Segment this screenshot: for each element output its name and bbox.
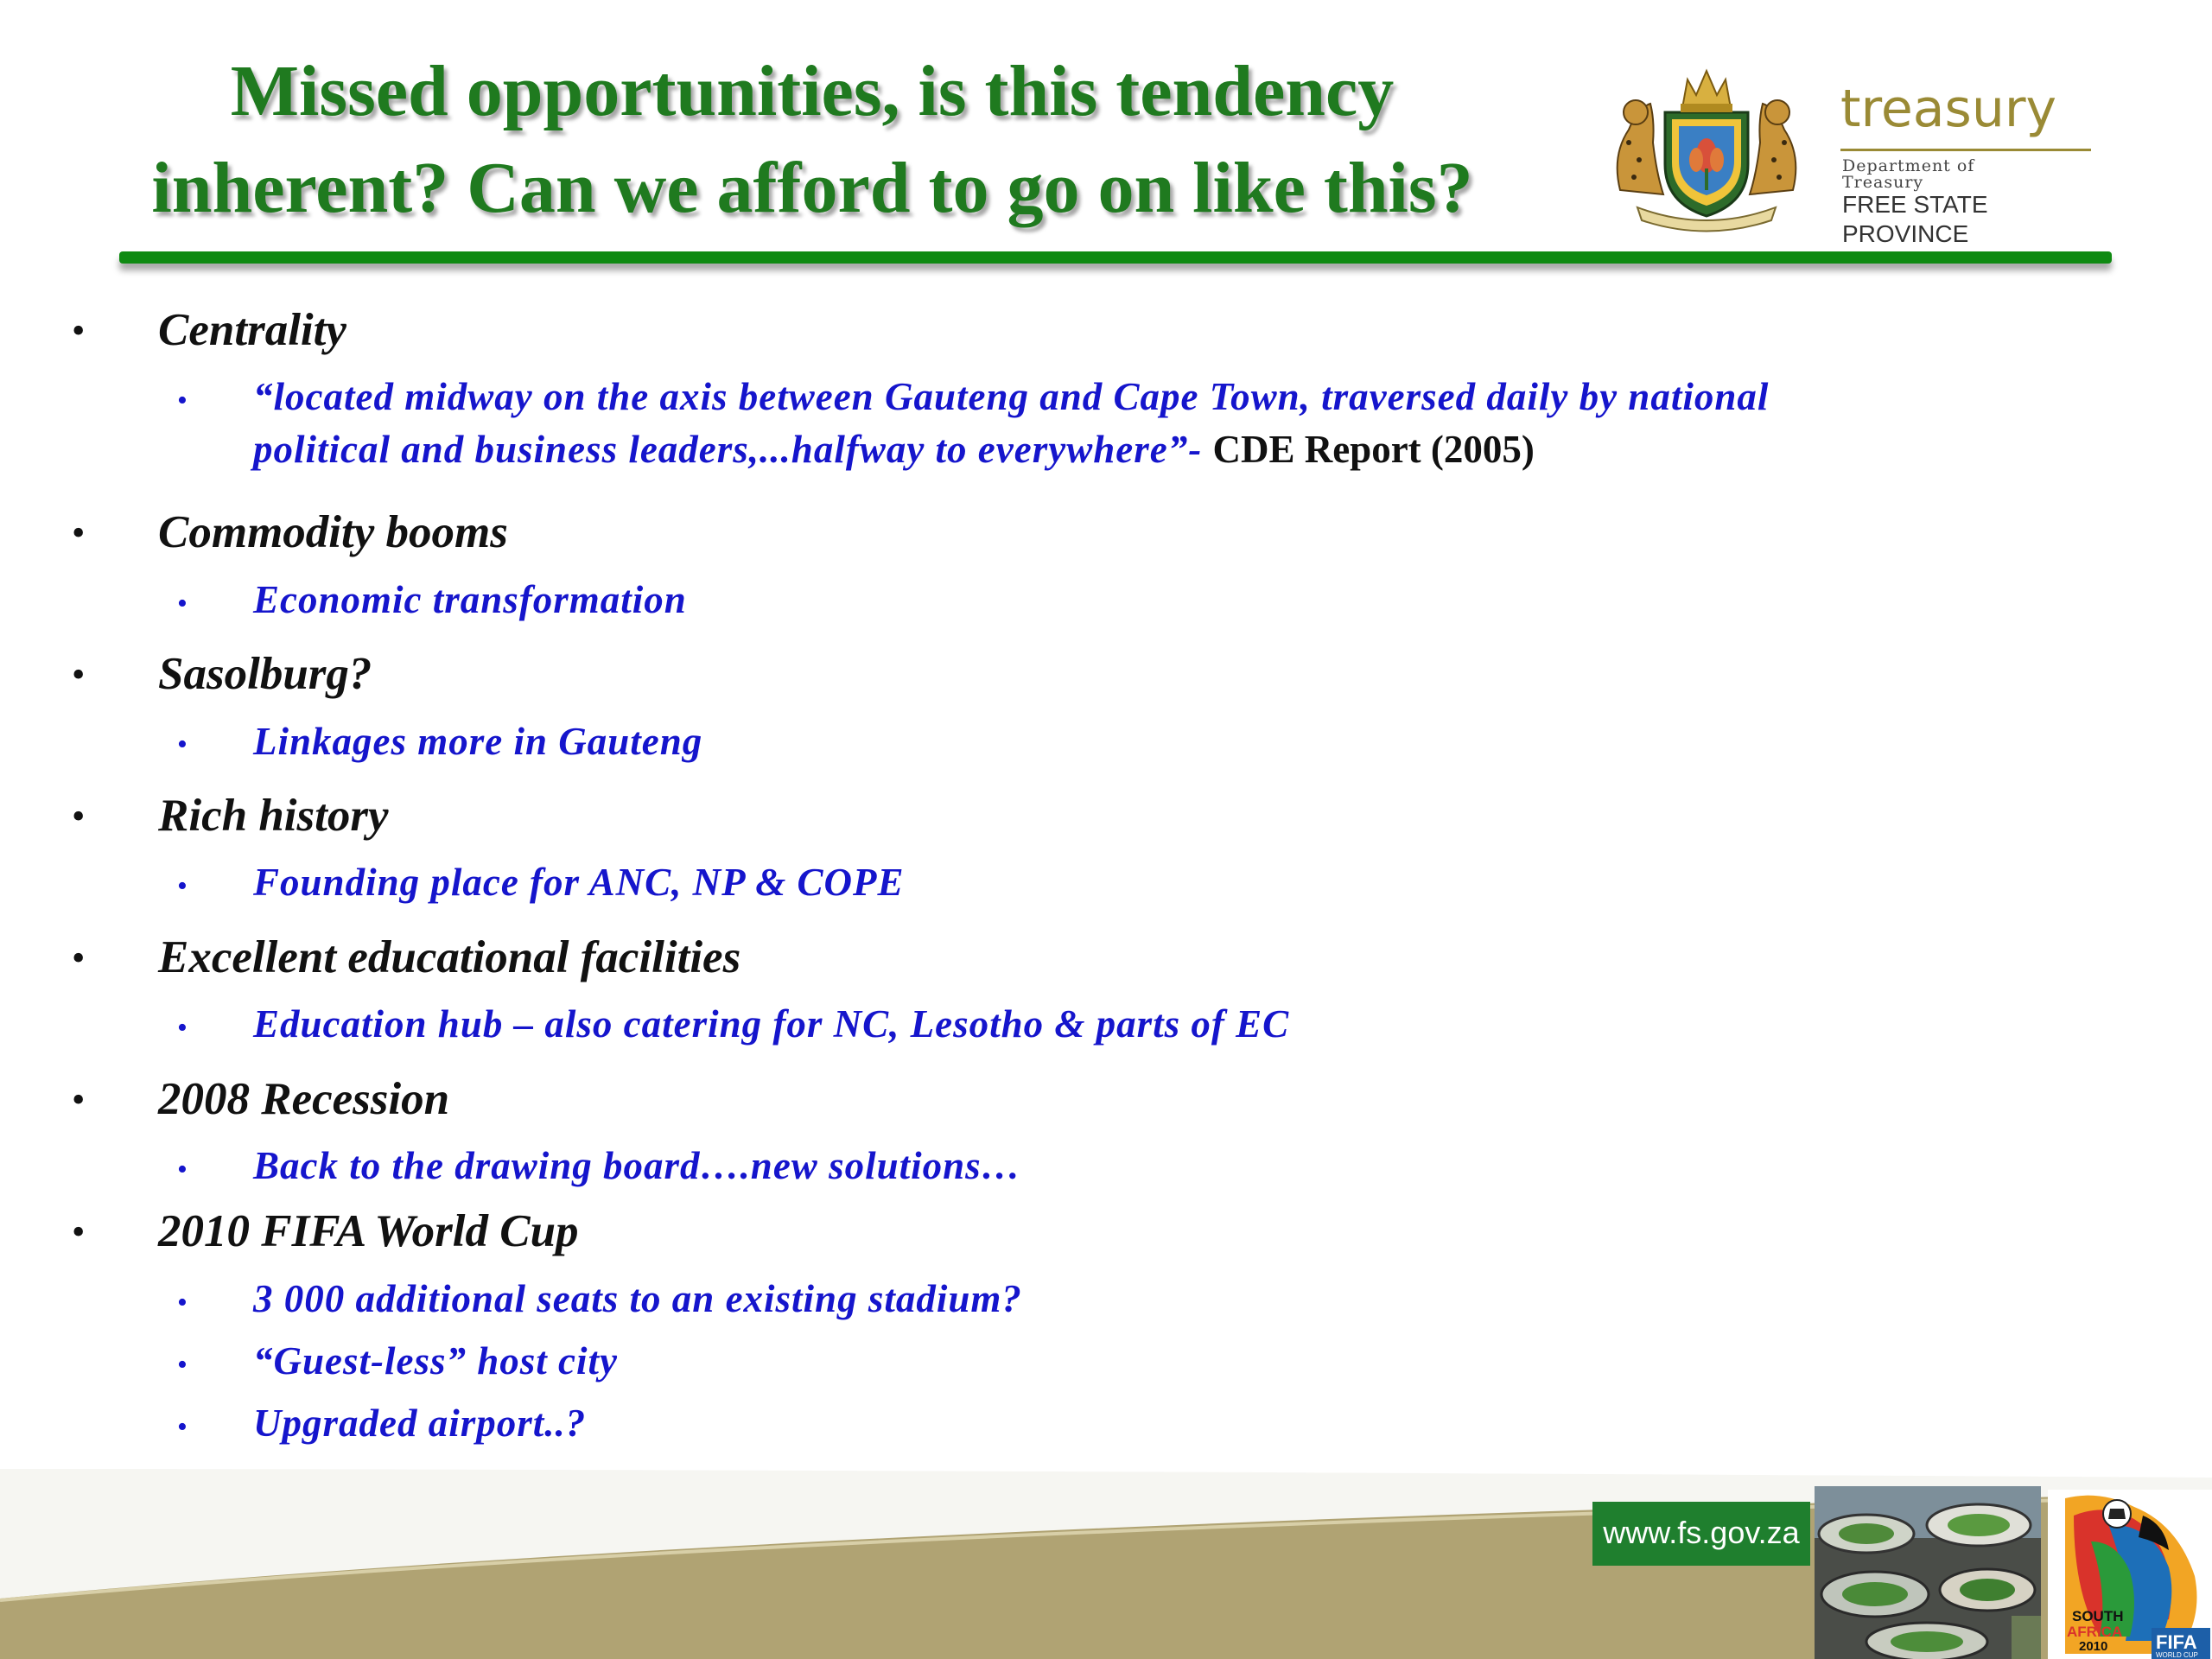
bullet-dot: • — [72, 795, 86, 837]
bullet-dot: • — [72, 309, 86, 352]
sub-bullet-linkages: Linkages more in Gauteng — [253, 720, 703, 763]
bullet-educational-facilities: Excellent educational facilities — [158, 932, 741, 982]
sub-bullet-dot: • — [177, 1411, 188, 1443]
bullet-dot: • — [72, 937, 86, 979]
sub-bullet-dot: • — [177, 1349, 188, 1381]
title-line-2: inherent? Can we afford to go on like this? — [151, 148, 1473, 228]
fifa-wordmark: FIFA — [2156, 1631, 2197, 1653]
bullet-commodity-booms: Commodity booms — [158, 507, 508, 557]
fifa-emblem-icon — [2048, 1490, 2212, 1659]
fifa-south: SOUTH — [2072, 1608, 2124, 1624]
bullet-dot: • — [72, 1078, 86, 1121]
fifa-world-cup-text: WORLD CUP — [2156, 1651, 2198, 1659]
bullet-centrality: Centrality — [158, 305, 346, 355]
fifa-year: 2010 — [2079, 1639, 2108, 1654]
province-name: FREE STATE PROVINCE — [1842, 191, 1988, 247]
stadium-collage-image — [1815, 1486, 2041, 1659]
sub-bullet-dot: • — [177, 1012, 188, 1044]
department-line-2: Treasury — [1842, 173, 1924, 192]
bullet-2010-fifa-world-cup: 2010 FIFA World Cup — [158, 1206, 579, 1256]
sub-bullet-founding-place: Founding place for ANC, NP & COPE — [253, 861, 905, 904]
sub-bullet-dot: • — [177, 385, 188, 416]
sub-bullet-centrality-line-1: “located midway on the axis between Gauteng and Cape Town, traversed daily by national — [253, 375, 1770, 418]
sub-bullet-guest-less: “Guest-less” host city — [253, 1339, 618, 1382]
sub-bullet-dot: • — [177, 588, 188, 620]
treasury-wordmark: treasury — [1840, 79, 2057, 139]
sub-bullet-drawing-board: Back to the drawing board….new solutions… — [253, 1144, 1021, 1187]
sub-bullet-dot: • — [177, 728, 188, 760]
bullet-dot: • — [72, 653, 86, 696]
title-line-1: Missed opportunities, is this tendency — [230, 51, 1395, 131]
department-line-1: Department of — [1842, 156, 1975, 175]
fifa-world-cup-logo — [2048, 1490, 2212, 1659]
bullet-rich-history: Rich history — [158, 791, 389, 841]
sub-bullet-dot: • — [177, 870, 188, 902]
bullet-dot: • — [72, 512, 86, 554]
quote-tail: political and business leaders,...halfway to everywhere”- — [253, 428, 1213, 471]
sub-bullet-centrality-line-2 — [253, 427, 1535, 472]
cde-report-citation: CDE Report (2005) — [1212, 428, 1535, 471]
bullet-dot: • — [72, 1211, 86, 1253]
sub-bullet-additional-seats: 3 000 additional seats to an existing stadium? — [253, 1277, 1022, 1320]
website-url: www.fs.gov.za — [1603, 1515, 1800, 1550]
sub-bullet-upgraded-airport: Upgraded airport..? — [253, 1402, 587, 1445]
bullet-sasolburg: Sasolburg? — [158, 649, 372, 699]
sub-bullet-dot: • — [177, 1154, 188, 1185]
sub-bullet-economic-transformation: Economic transformation — [253, 578, 687, 621]
fifa-africa: AFRICA — [2067, 1624, 2123, 1640]
bullet-2008-recession: 2008 Recession — [158, 1074, 450, 1124]
sub-bullet-education-hub: Education hub – also catering for NC, Lesotho & parts of EC — [253, 1002, 1290, 1046]
sub-bullet-dot: • — [177, 1287, 188, 1319]
